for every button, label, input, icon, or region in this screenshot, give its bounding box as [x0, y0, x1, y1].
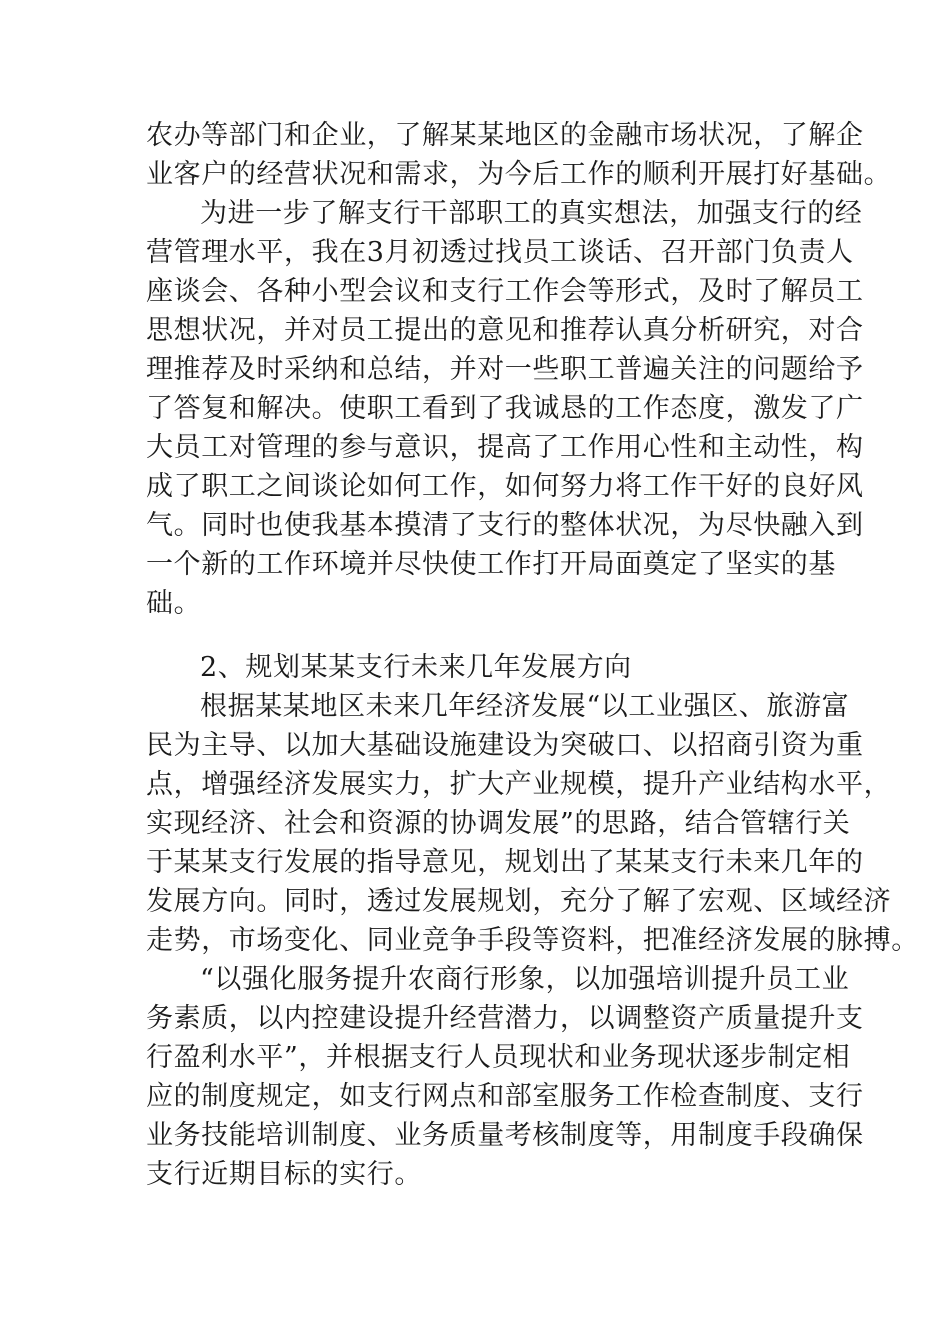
paragraph-line: 务素质，以内控建设提升经营潜力，以调整资产质量提升支 [146, 1003, 864, 1034]
paragraph-line: “以强化服务提升农商行形象，以加强培训提升员工业 [200, 964, 850, 995]
paragraph-line: 营管理水平，我在3月初透过找员工谈话、召开部门负责人 [146, 237, 854, 268]
paragraph-line: 发展方向。同时，透过发展规划，充分了解了宏观、区域经济 [146, 886, 892, 917]
paragraph-line: 农办等部门和企业，了解某某地区的金融市场状况，了解企 [146, 120, 864, 151]
paragraph-line: 思想状况，并对员工提出的意见和推荐认真分析研究，对合 [146, 315, 864, 346]
paragraph-line: 于某某支行发展的指导意见，规划出了某某支行未来几年的 [146, 847, 864, 878]
paragraph-line: 支行近期目标的实行。 [146, 1159, 422, 1190]
paragraph-line: 了答复和解决。使职工看到了我诚恳的工作态度，激发了广 [146, 393, 864, 424]
paragraph-line: 民为主导、以加大基础设施建设为突破口、以招商引资为重 [146, 730, 864, 761]
paragraph-line: 应的制度规定，如支行网点和部室服务工作检查制度、支行 [146, 1081, 864, 1112]
paragraph-line: 气。同时也使我基本摸清了支行的整体状况，为尽快融入到 [146, 510, 864, 541]
paragraph-line: 座谈会、各种小型会议和支行工作会等形式，及时了解员工 [146, 276, 864, 307]
paragraph-line: 为进一步了解支行干部职工的真实想法，加强支行的经 [200, 198, 863, 229]
paragraph-line: 业客户的经营状况和需求，为今后工作的顺利开展打好基础。 [146, 159, 892, 190]
paragraph-line: 根据某某地区未来几年经济发展“以工业强区、旅游富 [200, 691, 850, 722]
paragraph-line: 实现经济、社会和资源的协调发展”的思路，结合管辖行关 [146, 808, 851, 839]
paragraph-line: 业务技能培训制度、业务质量考核制度等，用制度手段确保 [146, 1120, 864, 1151]
paragraph-line: 点，增强经济发展实力，扩大产业规模，提升产业结构水平， [146, 769, 892, 800]
paragraph-line: 行盈利水平”，并根据支行人员现状和业务现状逐步制定相 [146, 1042, 851, 1073]
paragraph-line: 大员工对管理的参与意识，提高了工作用心性和主动性，构 [146, 432, 864, 463]
paragraph-line: 成了职工之间谈论如何工作，如何努力将工作干好的良好风 [146, 471, 864, 502]
section-heading: 2、规划某某支行未来几年发展方向 [200, 652, 632, 683]
paragraph-line: 理推荐及时采纳和总结，并对一些职工普遍关注的问题给予 [146, 354, 864, 385]
paragraph-line: 走势，市场变化、同业竞争手段等资料，把准经济发展的脉搏。 [146, 925, 919, 956]
paragraph-line: 础。 [146, 588, 202, 619]
paragraph-line: 一个新的工作环境并尽快使工作打开局面奠定了坚实的基 [146, 549, 836, 580]
